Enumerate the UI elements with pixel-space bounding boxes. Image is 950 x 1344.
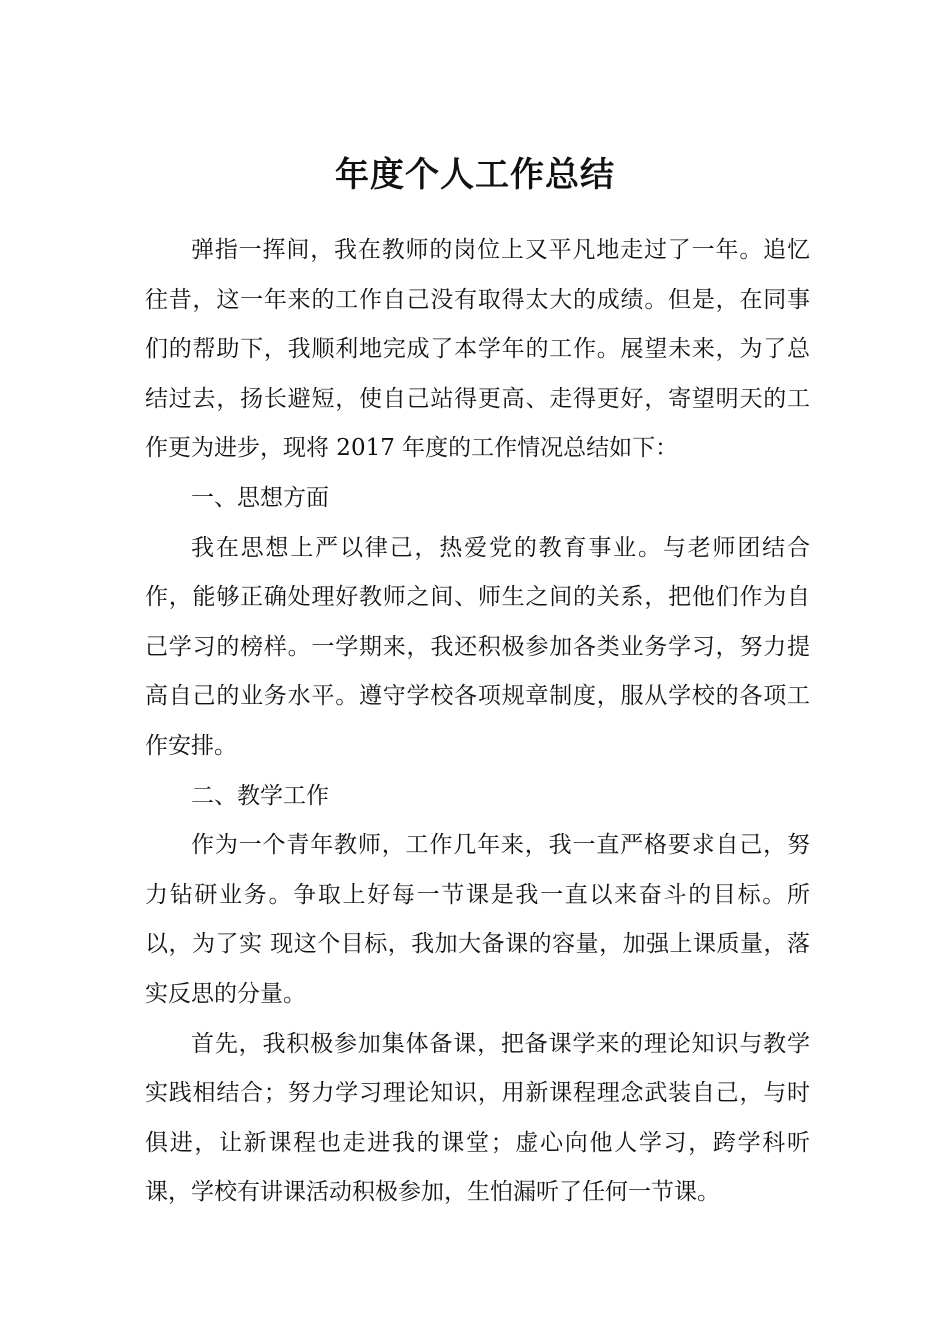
lesson-prep-paragraph: 首先，我积极参加集体备课，把备课学来的理论知识与教学实践相结合；努力学习理论知识，用新课程理念武装自己，与时俱进，让新课程也走进我的课堂；虚心向他人学习，跨学科听课，学校有讲课活动积极参加，生怕漏听了任何一节课。	[145, 1030, 810, 1206]
intro-paragraph: 弹指一挥间，我在教师的岗位上又平凡地走过了一年。追忆往昔，这一年来的工作自己没有取得太大的成绩。但是，在同事们的帮助下，我顺利地完成了本学年的工作。展望未来，为了总结过去，扬长避短，使自己站得更高、走得更好，寄望明天的工作更为进步，现将 2017 年度的工作情况总结如下：	[145, 237, 810, 462]
thought-paragraph: 我在思想上严以律己，热爱党的教育事业。与老师团结合作，能够正确处理好教师之间、师生之间的关系，把他们作为自己学习的榜样。一学期来，我还积极参加各类业务学习，努力提高自己的业务水平。遵守学校各项规章制度，服从学校的各项工作安排。	[145, 534, 810, 759]
document-title: 年度个人工作总结	[335, 154, 615, 195]
teaching-paragraph: 作为一个青年教师，工作几年来，我一直严格要求自己，努力钻研业务。争取上好每一节课是我一直以来奋斗的目标。所以，为了实 现这个目标，我加大备课的容量，加强上课质量，落实反思的分量。	[145, 832, 810, 1007]
document-body	[145, 226, 810, 1218]
section-heading-teaching: 二、教学工作	[191, 782, 329, 809]
section-heading-thought: 一、思想方面	[191, 484, 329, 511]
